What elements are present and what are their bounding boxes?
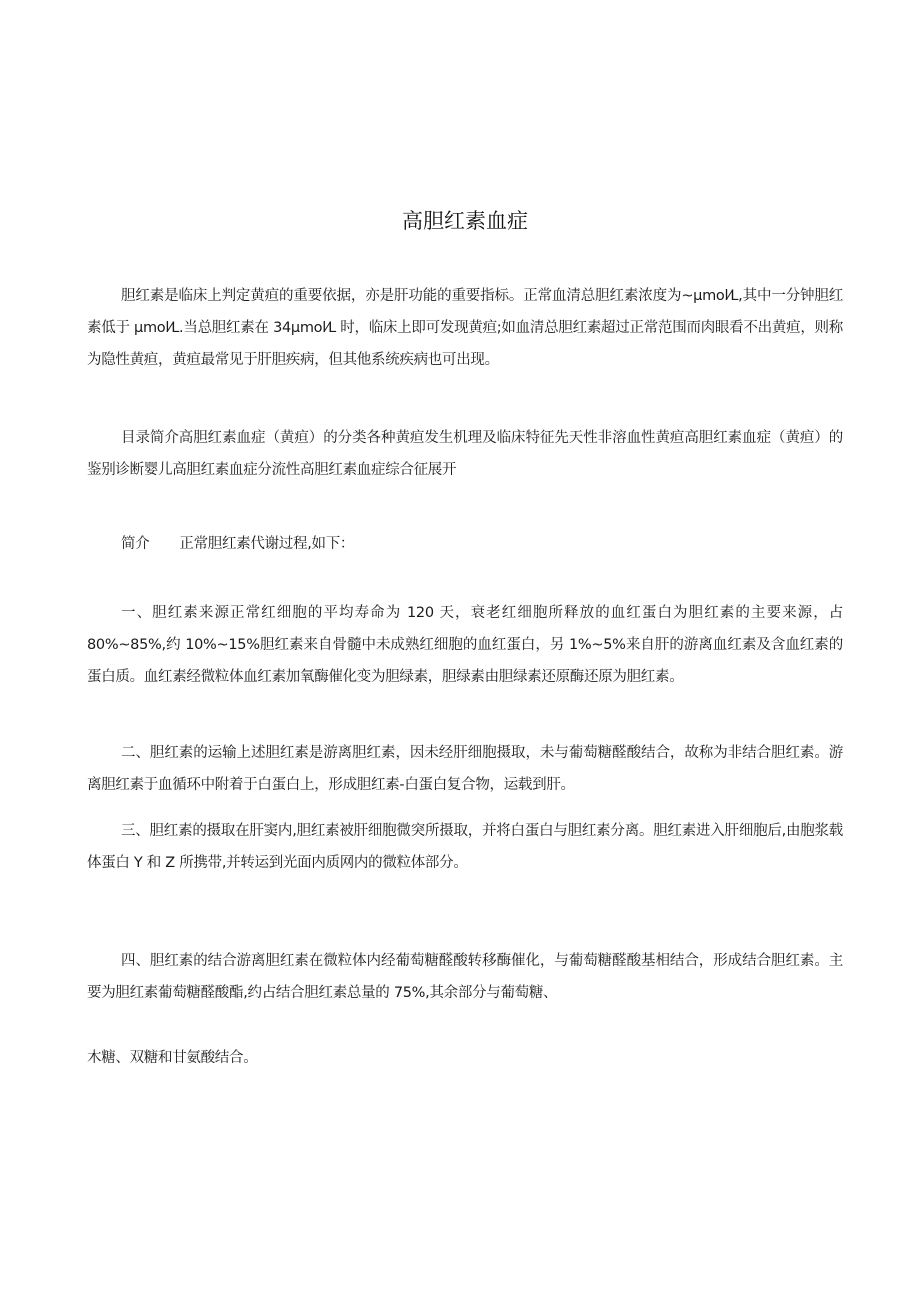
brief-text: 正常胆红素代谢过程,如下： bbox=[179, 536, 355, 552]
section-four-paragraph: 四、胆红素的结合游离胆红素在微粒体内经葡萄糖醛酸转移酶催化，与葡萄糖醛酸基相结合，形成结合胆红素。主要为胆红素葡萄糖醛酸酯,约占结合胆红素总量的 75%,其余部分与葡萄糖、 bbox=[87, 953, 843, 1001]
section-one-paragraph: 一、胆红素来源正常红细胞的平均寿命为 120 天，衰老红细胞所释放的血红蛋白为胆红素的主要来源，占 80%~85%,约 10%~15%胆红素来自骨髓中未成熟红细胞的血红蛋白，另 1%~5%来自肝的游离血红素及含血红素的蛋白质。血红素经微粒体血红素加氧酶催化变为胆绿素，胆绿素由胆绿素还原酶还原为胆红素。 bbox=[87, 605, 843, 685]
section-three-paragraph: 三、胆红素的摄取在肝窦内,胆红素被肝细胞微突所摄取，并将白蛋白与胆红素分离。胆红素进入肝细胞后,由胞浆载体蛋白 Y 和 Z 所携带,并转运到光面内质网内的微粒体部分。 bbox=[87, 823, 843, 871]
brief-label: 简介 bbox=[121, 536, 150, 552]
section-four-continuation: 木糖、双糖和甘氨酸结合。 bbox=[87, 1050, 258, 1066]
brief-paragraph bbox=[87, 528, 843, 560]
toc-paragraph: 目录简介高胆红素血症（黄疸）的分类各种黄疸发生机理及临床特征先天性非溶血性黄疸高胆红素血症（黄疸）的鉴别诊断婴儿高胆红素血症分流性高胆红素血症综合征展开 bbox=[87, 430, 843, 478]
section-two-paragraph: 二、胆红素的运输上述胆红素是游离胆红素，因未经肝细胞摄取，未与葡萄糖醛酸结合，故称为非结合胆红素。游离胆红素于血循环中附着于白蛋白上，形成胆红素-白蛋白复合物，运载到肝。 bbox=[87, 745, 843, 793]
intro-paragraph: 胆红素是临床上判定黄疸的重要依据，亦是肝功能的重要指标。正常血清总胆红素浓度为~μmol⁄L,其中一分钟胆红素低于 μmol⁄L.当总胆红素在 34μmol⁄L 时，临床上即可发现黄疸;如血清总胆红素超过正常范围而肉眼看不出黄疸，则称为隐性黄疸，黄疸最常见于肝胆疾病，但其他系统疾病也可出现。 bbox=[87, 288, 843, 368]
page-title: 高胆红素血症 bbox=[402, 209, 528, 233]
